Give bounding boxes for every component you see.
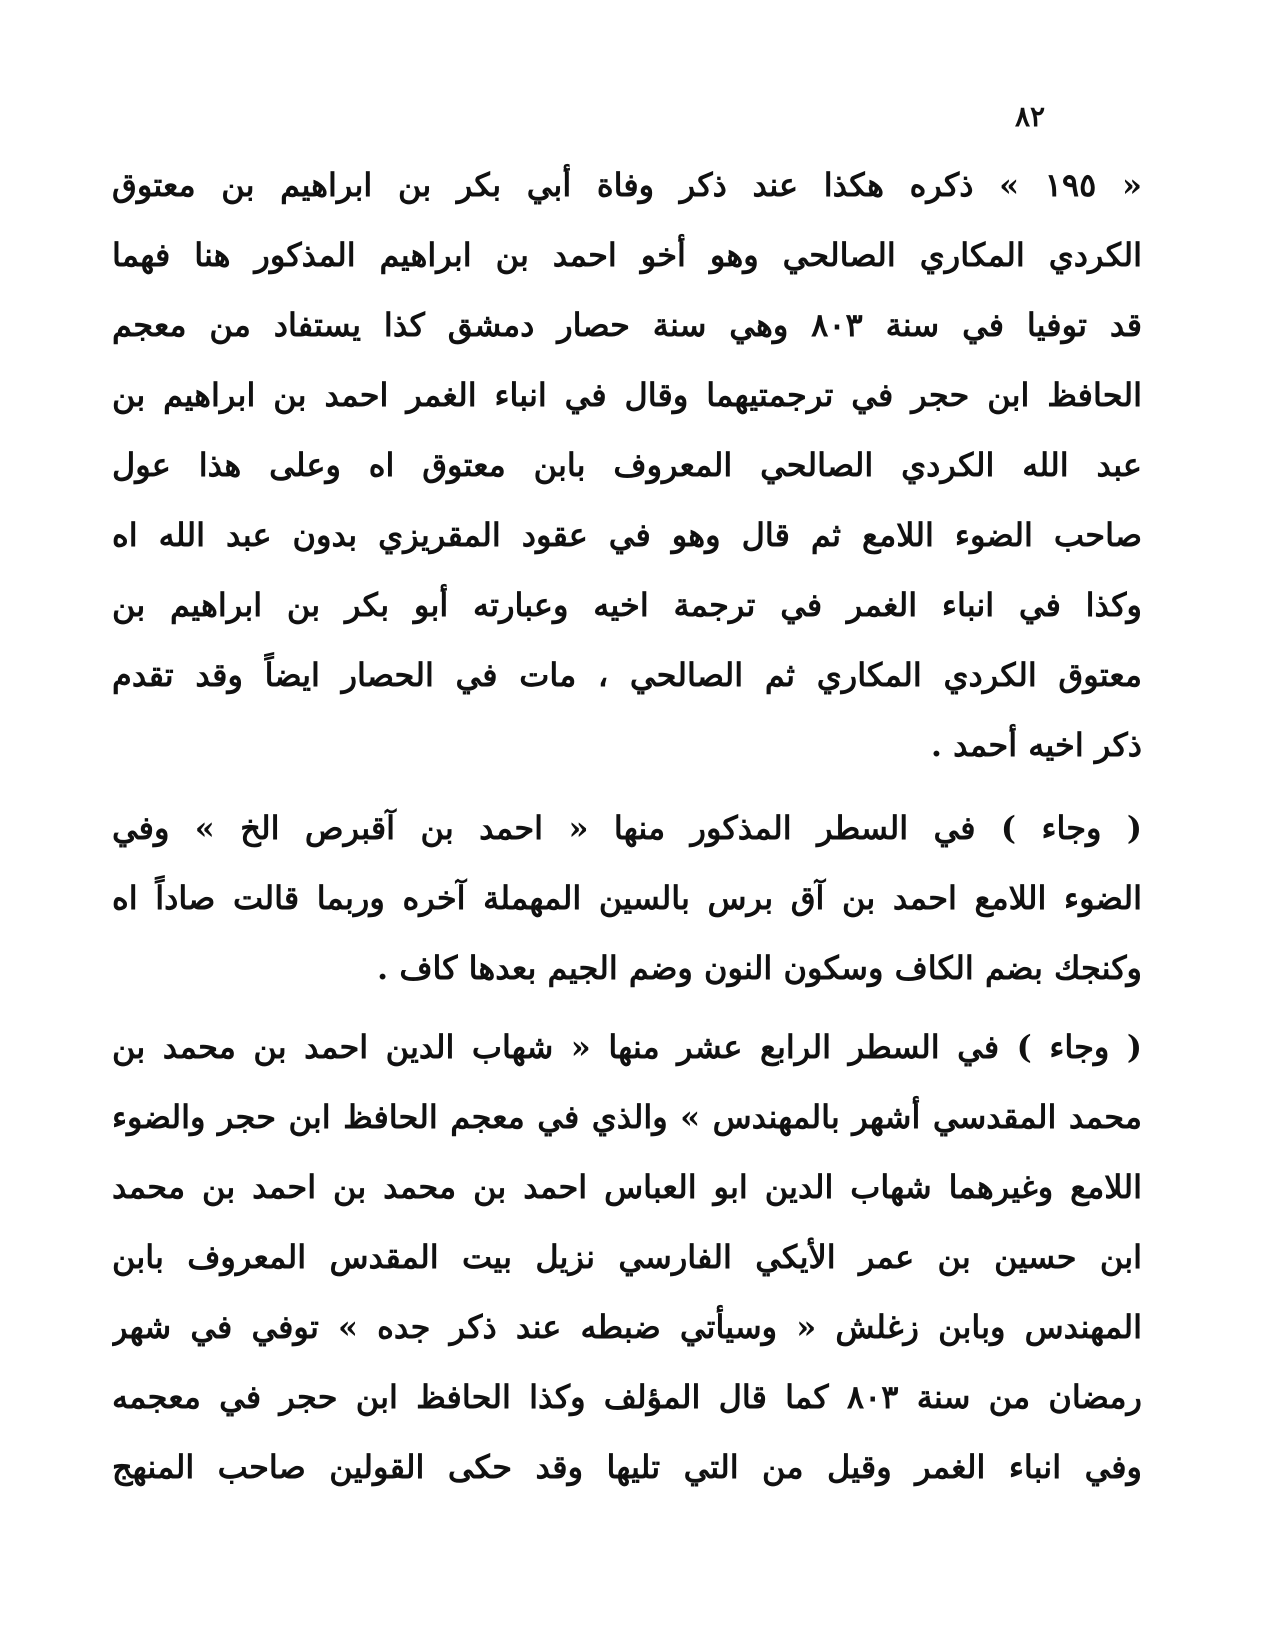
text-line: محمد المقدسي أشهر بالمهندس » والذي في معجم الحافظ ابن حجر والضوء [112, 1098, 1142, 1136]
text-line: عبد الله الكردي الصالحي المعروف بابن معتوق اه وعلى هذا عول [112, 446, 1142, 484]
text-line: الحافظ ابن حجر في ترجمتيهما وقال في انباء الغمر احمد بن ابراهيم بن [112, 376, 1142, 414]
text-line: الكردي المكاري الصالحي وهو أخو احمد بن ابراهيم المذكور هنا فهما [112, 236, 1142, 274]
text-line: وفي انباء الغمر وقيل من التي تليها وقد حكى القولين صاحب المنهج [112, 1448, 1142, 1486]
text-line: ( وجاء ) في السطر المذكور منها « احمد بن آقبرص الخ » وفي [112, 809, 1142, 847]
text-line: ذكر اخيه أحمد . [930, 726, 1142, 764]
text-line: ابن حسين بن عمر الأيكي الفارسي نزيل بيت المقدس المعروف بابن [112, 1238, 1142, 1276]
text-line: ( وجاء ) في السطر الرابع عشر منها « شهاب الدين احمد بن محمد بن [112, 1028, 1142, 1066]
text-line: وكنجك بضم الكاف وسكون النون وضم الجيم بعدها كاف . [377, 949, 1142, 987]
text-line: المهندس وبابن زغلش « وسيأتي ضبطه عند ذكر جده » توفي في شهر [112, 1308, 1142, 1346]
paragraph-3 [112, 1012, 1142, 1502]
paragraph-1 [112, 150, 1142, 780]
paragraph-2 [112, 793, 1142, 1003]
text-line: قد توفيا في سنة ٨٠٣ وهي سنة حصار دمشق كذا يستفاد من معجم [112, 306, 1142, 344]
text-line: وكذا في انباء الغمر في ترجمة اخيه وعبارته أبو بكر بن ابراهيم بن [112, 586, 1142, 624]
text-line: صاحب الضوء اللامع ثم قال وهو في عقود المقريزي بدون عبد الله اه [112, 516, 1142, 554]
page-number: ٨٢ [1014, 100, 1046, 133]
text-line: معتوق الكردي المكاري ثم الصالحي ، مات في الحصار ايضاً وقد تقدم [112, 656, 1142, 694]
text-line: رمضان من سنة ٨٠٣ كما قال المؤلف وكذا الحافظ ابن حجر في معجمه [112, 1378, 1142, 1416]
text-line: « ١٩٥ » ذكره هكذا عند ذكر وفاة أبي بكر بن ابراهيم بن معتوق [112, 166, 1142, 204]
text-line: الضوء اللامع احمد بن آق برس بالسين المهملة آخره وربما قالت صاداً اه [112, 879, 1142, 917]
text-line: اللامع وغيرهما شهاب الدين ابو العباس احمد بن محمد بن احمد بن محمد [112, 1168, 1142, 1206]
